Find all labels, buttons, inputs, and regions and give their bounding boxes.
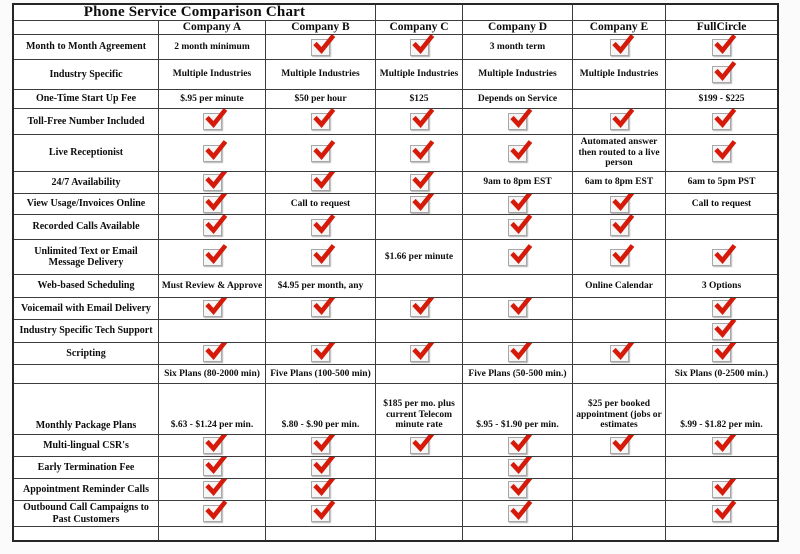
check-icon	[311, 145, 330, 162]
check-icon	[610, 345, 629, 362]
check-icon	[508, 437, 527, 454]
comparison-table	[12, 3, 779, 542]
value-cell: Multiple Industries	[463, 60, 573, 90]
check-icon	[712, 66, 731, 83]
title-row	[14, 5, 777, 21]
feature-label	[14, 527, 159, 540]
check-cell	[666, 343, 777, 365]
value-cell	[159, 320, 266, 343]
check-icon	[203, 219, 222, 236]
value-cell: Five Plans (100-500 min)	[266, 365, 376, 384]
check-cell	[666, 60, 777, 90]
value-cell: $1.66 per minute	[376, 240, 463, 275]
table-row	[14, 457, 777, 479]
value-cell	[376, 215, 463, 240]
check-cell	[266, 135, 376, 172]
table-row	[14, 343, 777, 365]
check-cell	[266, 172, 376, 194]
header-row	[14, 21, 777, 35]
value-cell	[376, 320, 463, 343]
check-cell	[266, 343, 376, 365]
check-icon	[410, 113, 429, 130]
feature-label: Monthly Package Plans	[14, 384, 159, 435]
feature-label	[14, 365, 159, 384]
check-cell	[376, 135, 463, 172]
feature-label: Toll-Free Number Included	[14, 109, 159, 135]
check-icon	[203, 174, 222, 191]
table-row	[14, 172, 777, 194]
check-cell	[159, 135, 266, 172]
check-icon	[712, 437, 731, 454]
check-icon	[311, 219, 330, 236]
feature-label: View Usage/Invoices Online	[14, 194, 159, 215]
check-cell	[266, 298, 376, 320]
feature-label: Recorded Calls Available	[14, 215, 159, 240]
column-header-company-a: Company A	[159, 21, 266, 35]
value-cell: Depends on Service	[463, 90, 573, 109]
check-cell	[266, 479, 376, 501]
value-cell	[463, 320, 573, 343]
check-icon	[610, 196, 629, 213]
check-icon	[311, 174, 330, 191]
value-cell: $4.95 per month, any	[266, 275, 376, 298]
check-cell	[159, 215, 266, 240]
table-row	[14, 479, 777, 501]
feature-label: Multi-lingual CSR's	[14, 435, 159, 457]
feature-label: Early Termination Fee	[14, 457, 159, 479]
check-icon	[203, 249, 222, 266]
check-icon	[203, 437, 222, 454]
value-cell: 6am to 5pm PST	[666, 172, 777, 194]
check-icon	[508, 345, 527, 362]
check-cell	[376, 172, 463, 194]
table-row	[14, 275, 777, 298]
column-header-company-e: Company E	[573, 21, 666, 35]
check-icon	[712, 481, 731, 498]
check-icon	[610, 113, 629, 130]
feature-label: 24/7 Availability	[14, 172, 159, 194]
empty-cell	[573, 5, 666, 21]
check-icon	[610, 437, 629, 454]
check-icon	[410, 174, 429, 191]
table-row	[14, 384, 777, 435]
empty-cell	[376, 5, 463, 21]
page-title: Phone Service Comparison Chart	[14, 5, 376, 21]
value-cell	[666, 457, 777, 479]
check-icon	[203, 145, 222, 162]
column-header-company-d: Company D	[463, 21, 573, 35]
check-cell	[463, 479, 573, 501]
check-icon	[203, 481, 222, 498]
check-cell	[463, 109, 573, 135]
check-cell	[573, 194, 666, 215]
value-cell	[573, 298, 666, 320]
table-row	[14, 194, 777, 215]
check-icon	[712, 145, 731, 162]
check-cell	[666, 501, 777, 527]
value-cell	[573, 365, 666, 384]
value-cell: 9am to 8pm EST	[463, 172, 573, 194]
value-cell	[666, 527, 777, 540]
feature-column-header	[14, 21, 159, 35]
check-icon	[610, 249, 629, 266]
check-cell	[666, 320, 777, 343]
value-cell: Six Plans (80-2000 min)	[159, 365, 266, 384]
check-cell	[666, 109, 777, 135]
value-cell: $.95 per minute	[159, 90, 266, 109]
check-icon	[712, 323, 731, 340]
check-icon	[311, 300, 330, 317]
check-cell	[463, 298, 573, 320]
value-cell	[376, 457, 463, 479]
value-cell	[376, 365, 463, 384]
table-row	[14, 501, 777, 527]
check-icon	[508, 300, 527, 317]
check-cell	[573, 435, 666, 457]
check-icon	[311, 113, 330, 130]
feature-label: Live Receptionist	[14, 135, 159, 172]
value-cell	[266, 320, 376, 343]
check-cell	[266, 109, 376, 135]
value-cell	[463, 527, 573, 540]
feature-label: Industry Specific Tech Support	[14, 320, 159, 343]
check-cell	[159, 457, 266, 479]
check-icon	[508, 481, 527, 498]
check-icon	[610, 219, 629, 236]
value-cell	[159, 527, 266, 540]
value-cell	[573, 457, 666, 479]
value-cell: Six Plans (0-2500 min.)	[666, 365, 777, 384]
check-cell	[463, 240, 573, 275]
check-icon	[203, 459, 222, 476]
check-cell	[159, 240, 266, 275]
check-icon	[410, 145, 429, 162]
value-cell: Multiple Industries	[159, 60, 266, 90]
table-body	[14, 35, 777, 540]
table-row	[14, 215, 777, 240]
check-icon	[712, 113, 731, 130]
check-cell	[666, 435, 777, 457]
check-icon	[311, 459, 330, 476]
check-icon	[203, 196, 222, 213]
check-icon	[311, 249, 330, 266]
table-row	[14, 240, 777, 275]
check-icon	[311, 345, 330, 362]
check-icon	[203, 505, 222, 522]
feature-label: Voicemail with Email Delivery	[14, 298, 159, 320]
feature-label: Scripting	[14, 343, 159, 365]
check-cell	[266, 215, 376, 240]
check-cell	[266, 240, 376, 275]
value-cell: Must Review & Approve	[159, 275, 266, 298]
check-icon	[508, 219, 527, 236]
value-cell: $.99 - $1.82 per min.	[666, 384, 777, 435]
value-cell: Automated answer then routed to a live person	[573, 135, 666, 172]
check-icon	[311, 39, 330, 56]
table-row	[14, 135, 777, 172]
check-icon	[712, 300, 731, 317]
check-icon	[410, 345, 429, 362]
check-icon	[610, 39, 629, 56]
value-cell: $.80 - $.90 per min.	[266, 384, 376, 435]
value-cell	[573, 501, 666, 527]
value-cell: $25 per booked appointment (jobs or estimates	[573, 384, 666, 435]
table-row	[14, 320, 777, 343]
check-icon	[508, 249, 527, 266]
check-icon	[508, 113, 527, 130]
column-header-company-b: Company B	[266, 21, 376, 35]
check-icon	[203, 345, 222, 362]
value-cell: $.63 - $1.24 per min.	[159, 384, 266, 435]
feature-label: Appointment Reminder Calls	[14, 479, 159, 501]
check-cell	[463, 457, 573, 479]
check-cell	[376, 35, 463, 60]
value-cell	[376, 275, 463, 298]
value-cell	[376, 527, 463, 540]
table-row	[14, 435, 777, 457]
check-icon	[410, 300, 429, 317]
check-cell	[266, 35, 376, 60]
value-cell: 6am to 8pm EST	[573, 172, 666, 194]
check-icon	[508, 145, 527, 162]
check-cell	[463, 135, 573, 172]
value-cell: Call to request	[666, 194, 777, 215]
check-cell	[376, 298, 463, 320]
feature-label: Outbound Call Campaigns to Past Customers	[14, 501, 159, 527]
feature-label: Month to Month Agreement	[14, 35, 159, 60]
check-cell	[159, 298, 266, 320]
value-cell: 2 month minimum	[159, 35, 266, 60]
value-cell	[376, 501, 463, 527]
table-row	[14, 109, 777, 135]
check-cell	[376, 194, 463, 215]
value-cell	[666, 215, 777, 240]
table-row	[14, 527, 777, 540]
check-cell	[159, 501, 266, 527]
check-cell	[159, 194, 266, 215]
value-cell	[376, 479, 463, 501]
check-cell	[573, 35, 666, 60]
check-cell	[463, 215, 573, 240]
check-icon	[203, 113, 222, 130]
column-header-fullcircle: FullCircle	[666, 21, 777, 35]
check-cell	[666, 135, 777, 172]
check-cell	[573, 343, 666, 365]
check-cell	[573, 109, 666, 135]
check-icon	[712, 345, 731, 362]
value-cell: Call to request	[266, 194, 376, 215]
value-cell: $199 - $225	[666, 90, 777, 109]
value-cell	[266, 527, 376, 540]
empty-cell	[463, 5, 573, 21]
check-icon	[508, 459, 527, 476]
value-cell	[573, 320, 666, 343]
check-cell	[463, 435, 573, 457]
table-row	[14, 298, 777, 320]
check-cell	[463, 194, 573, 215]
check-icon	[311, 505, 330, 522]
check-cell	[266, 457, 376, 479]
check-cell	[159, 435, 266, 457]
check-cell	[463, 343, 573, 365]
check-cell	[666, 240, 777, 275]
table-row	[14, 35, 777, 60]
check-cell	[463, 501, 573, 527]
check-icon	[311, 437, 330, 454]
check-icon	[203, 300, 222, 317]
feature-label: Web-based Scheduling	[14, 275, 159, 298]
check-cell	[159, 343, 266, 365]
value-cell	[463, 275, 573, 298]
value-cell: $.95 - $1.90 per min.	[463, 384, 573, 435]
check-cell	[266, 435, 376, 457]
value-cell	[573, 479, 666, 501]
value-cell: Multiple Industries	[573, 60, 666, 90]
check-icon	[311, 481, 330, 498]
check-icon	[508, 505, 527, 522]
check-cell	[573, 215, 666, 240]
check-cell	[266, 501, 376, 527]
check-cell	[666, 35, 777, 60]
value-cell: 3 month term	[463, 35, 573, 60]
check-cell	[573, 240, 666, 275]
check-cell	[666, 479, 777, 501]
table-row	[14, 365, 777, 384]
value-cell: $185 per mo. plus current Telecom minute rate	[376, 384, 463, 435]
check-icon	[508, 196, 527, 213]
table-row	[14, 90, 777, 109]
check-icon	[410, 437, 429, 454]
value-cell: 3 Options	[666, 275, 777, 298]
feature-label: Unlimited Text or Email Message Delivery	[14, 240, 159, 275]
column-header-company-c: Company C	[376, 21, 463, 35]
value-cell: $125	[376, 90, 463, 109]
feature-label: Industry Specific	[14, 60, 159, 90]
table-row	[14, 60, 777, 90]
check-cell	[159, 172, 266, 194]
value-cell	[573, 90, 666, 109]
value-cell: Multiple Industries	[376, 60, 463, 90]
check-cell	[376, 435, 463, 457]
check-icon	[712, 39, 731, 56]
feature-label: One-Time Start Up Fee	[14, 90, 159, 109]
check-icon	[410, 196, 429, 213]
check-cell	[159, 109, 266, 135]
value-cell: $50 per hour	[266, 90, 376, 109]
check-icon	[410, 39, 429, 56]
check-cell	[376, 109, 463, 135]
check-cell	[159, 479, 266, 501]
value-cell: Online Calendar	[573, 275, 666, 298]
check-cell	[376, 343, 463, 365]
check-cell	[666, 298, 777, 320]
empty-cell	[666, 5, 777, 21]
value-cell: Multiple Industries	[266, 60, 376, 90]
check-icon	[712, 505, 731, 522]
value-cell	[573, 527, 666, 540]
value-cell: Five Plans (50-500 min.)	[463, 365, 573, 384]
check-icon	[712, 249, 731, 266]
